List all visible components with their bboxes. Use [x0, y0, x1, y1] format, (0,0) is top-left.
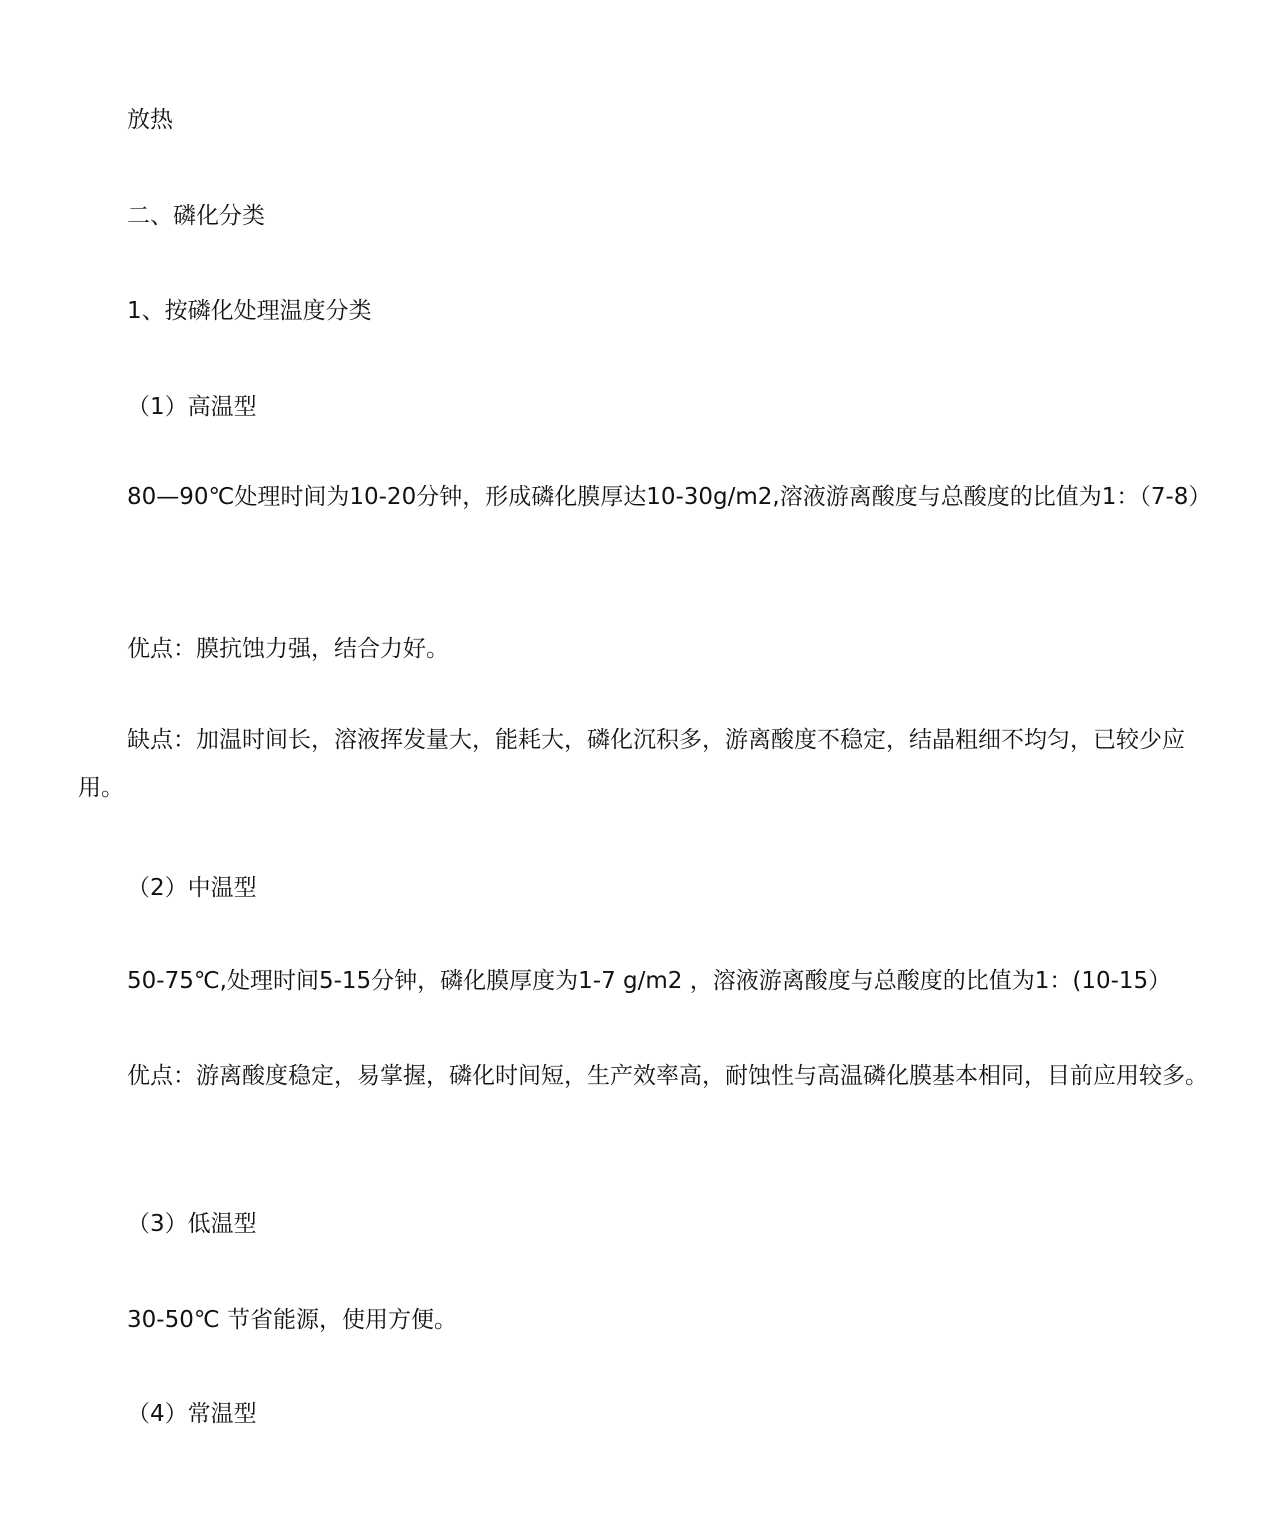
paragraph-high-temperature-spec: 80—90℃处理时间为10-20分钟，形成磷化膜厚达10-30g/m2,溶液游离酸度与总酸度的比值为1：（7-8） [127, 484, 1212, 510]
item-heading-room-temperature: （4）常温型 [127, 1401, 257, 1427]
paragraph-medium-temperature-advantages: 优点：游离酸度稳定，易掌握，磷化时间短，生产效率高，耐蚀性与高温磷化膜基本相同，目前应用较多。 [127, 1063, 1208, 1089]
item-heading-medium-temperature: （2）中温型 [127, 875, 257, 901]
section-heading-phosphating-classification: 二、磷化分类 [127, 203, 265, 229]
paragraph-high-temperature-disadvantages: 缺点：加温时间长，溶液挥发量大，能耗大，磷化沉积多，游离酸度不稳定，结晶粗细不均匀，已较少应用。 [78, 727, 1185, 801]
item-heading-low-temperature: （3）低温型 [127, 1211, 257, 1237]
paragraph-heat-release: 放热 [127, 107, 173, 133]
item-heading-high-temperature: （1）高温型 [127, 394, 257, 420]
paragraph-high-temperature-advantages: 优点：膜抗蚀力强，结合力好。 [127, 636, 449, 662]
paragraph-medium-temperature-spec: 50-75℃,处理时间5-15分钟，磷化膜厚度为1-7 g/m2 ，溶液游离酸度与总酸度的比值为1：(10-15） [127, 968, 1172, 994]
paragraph-low-temperature-spec: 30-50℃ 节省能源，使用方便。 [127, 1307, 457, 1333]
subsection-heading-by-temperature: 1、按磷化处理温度分类 [127, 298, 372, 324]
